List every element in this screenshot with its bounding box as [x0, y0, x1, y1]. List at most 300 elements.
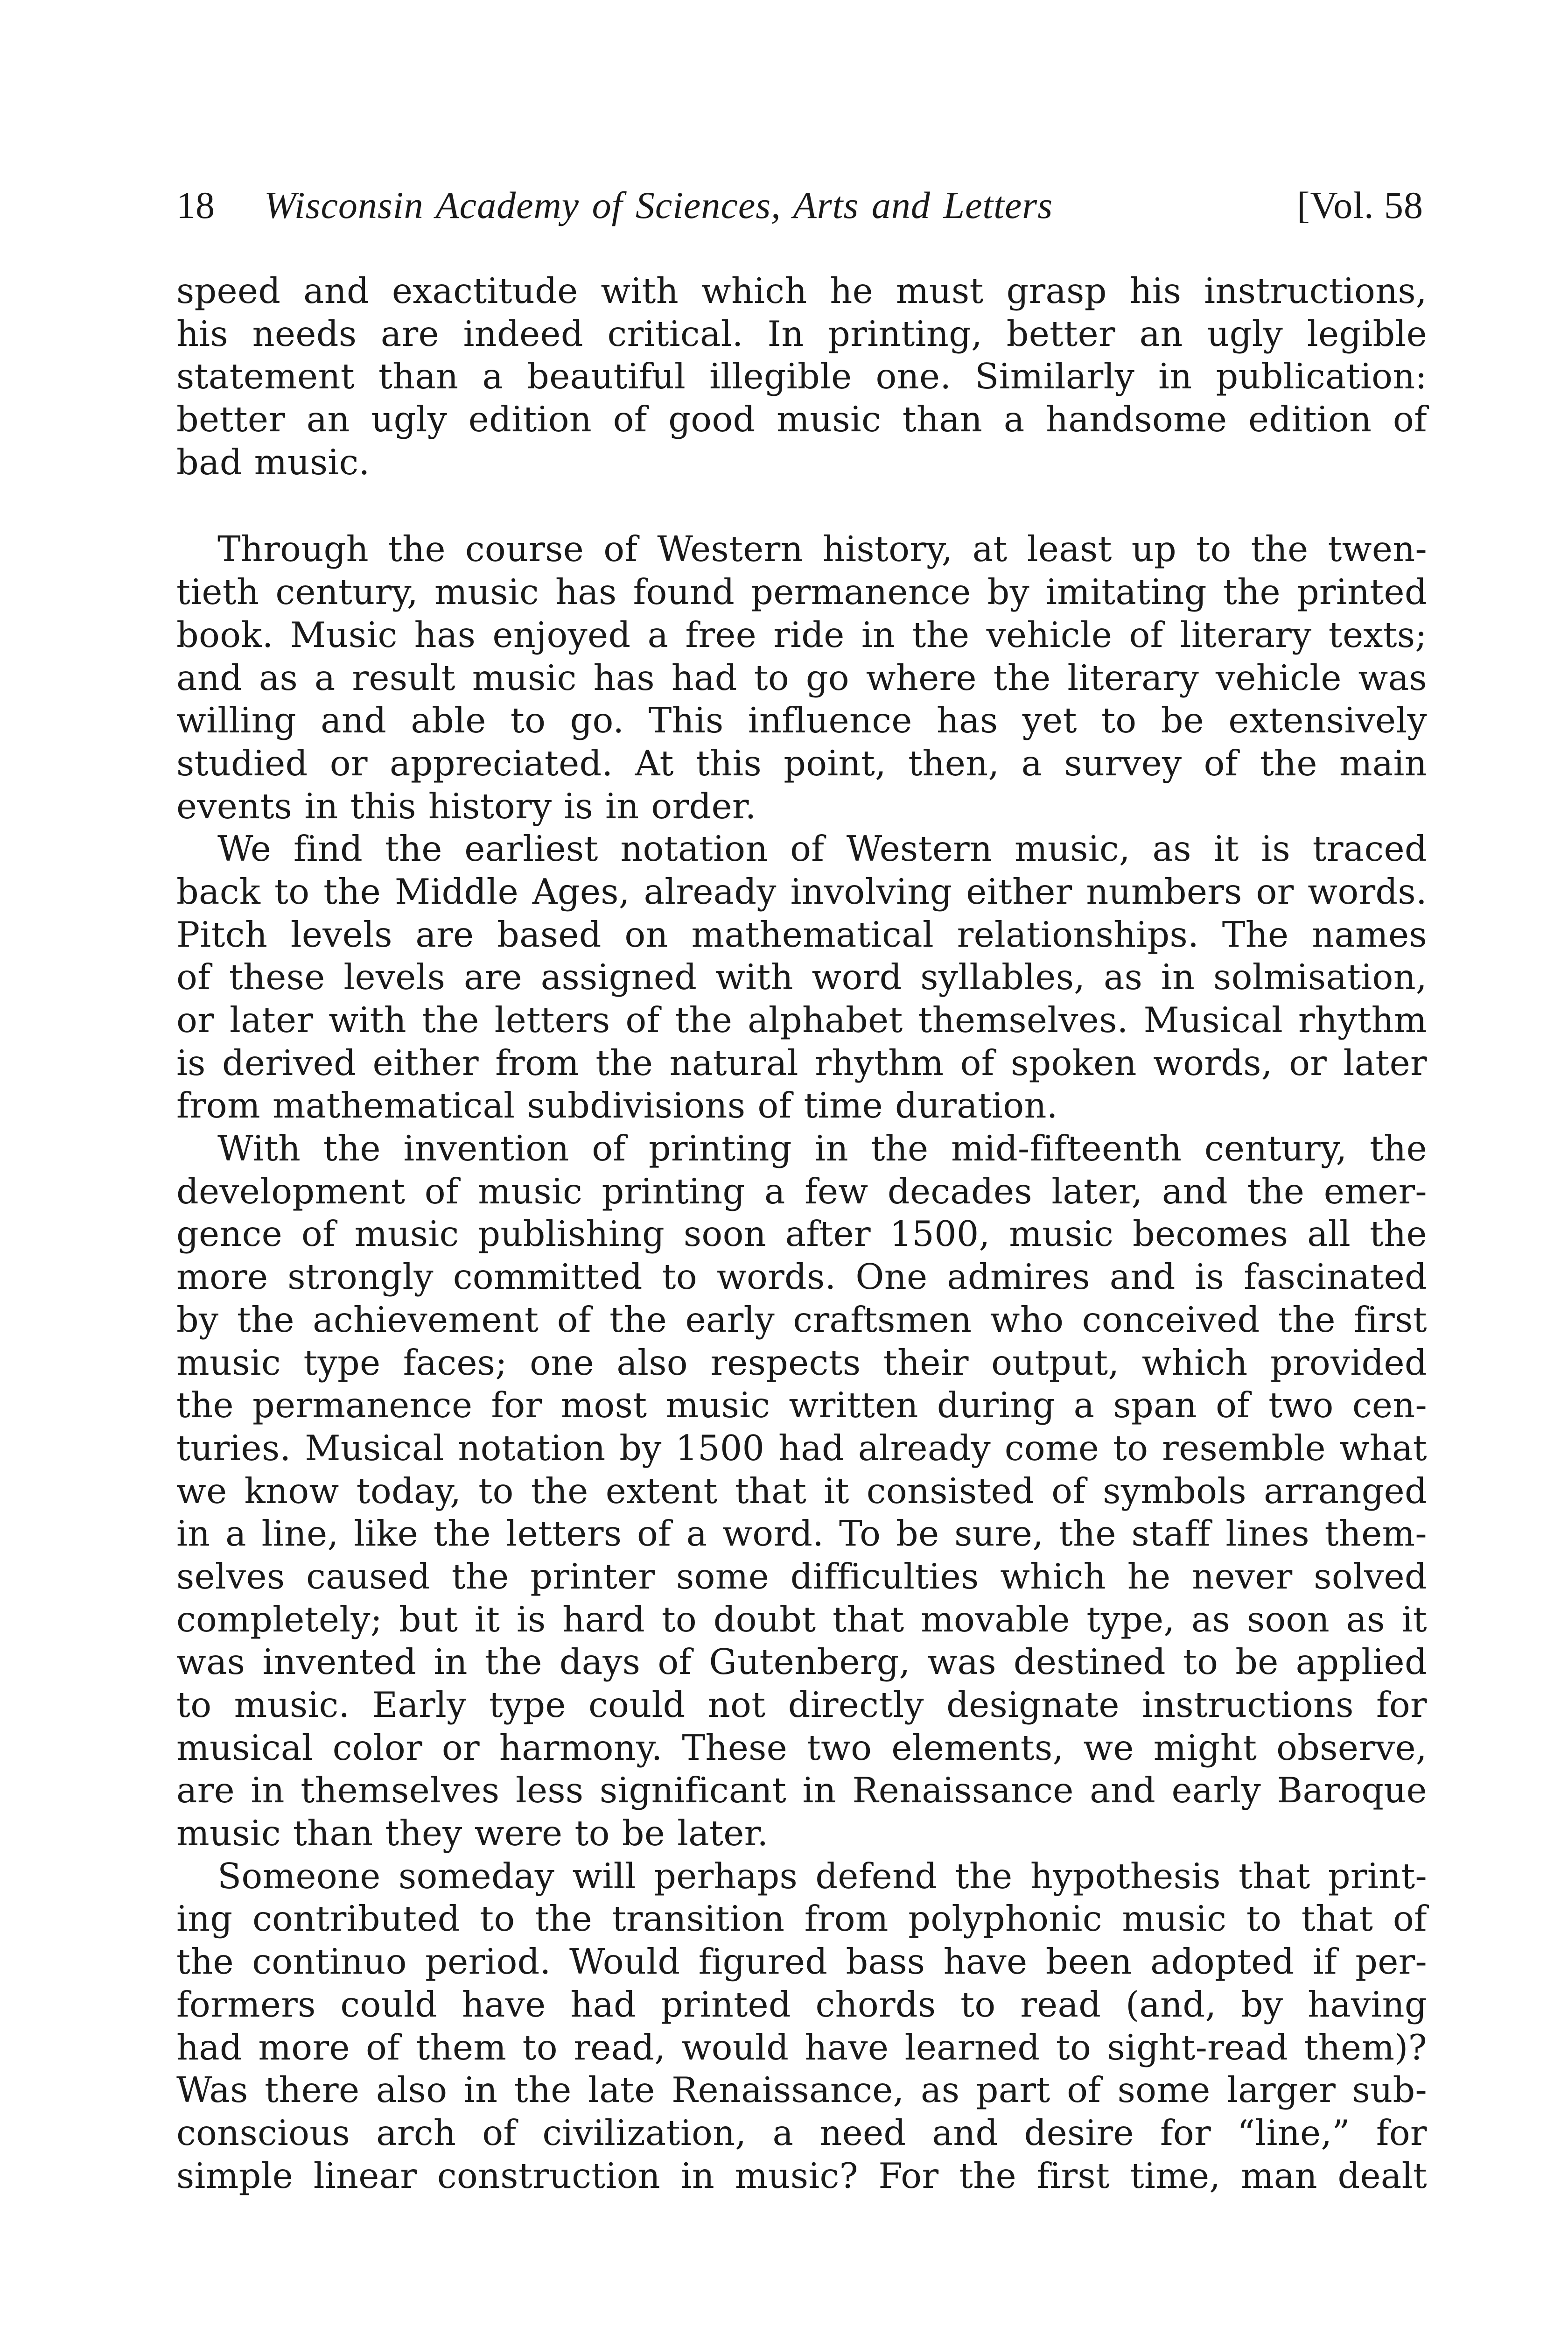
- word: at: [972, 529, 1008, 570]
- word: studied: [176, 743, 308, 784]
- word: the: [1370, 1128, 1427, 1169]
- word: more: [176, 1257, 268, 1298]
- word: which: [701, 271, 807, 311]
- word: back: [176, 871, 261, 912]
- word: relationships.: [957, 914, 1199, 955]
- word: hard: [562, 1599, 645, 1640]
- word: of: [1204, 743, 1238, 784]
- word: later: [229, 1000, 314, 1040]
- word: read: [1020, 1984, 1101, 2025]
- word: music: [1122, 1898, 1227, 1940]
- text-line: [176, 2026, 1427, 2069]
- word: printing: [648, 1128, 792, 1169]
- word: for: [1160, 2112, 1211, 2153]
- word: For: [878, 2155, 939, 2196]
- word: the: [959, 2155, 1016, 2196]
- word: the: [993, 657, 1051, 698]
- word: respects: [710, 1342, 861, 1383]
- text-line: [176, 313, 1427, 356]
- word: music.: [234, 1685, 350, 1725]
- word: influence: [748, 700, 912, 741]
- word: a: [647, 614, 669, 655]
- word: appreciated.: [390, 743, 613, 784]
- word: of: [301, 1214, 336, 1255]
- paragraph-2: [176, 528, 1427, 828]
- word: vehicle: [1216, 657, 1342, 698]
- word: word.: [722, 1513, 824, 1554]
- word: a: [225, 1513, 246, 1554]
- word: them)?: [1304, 2027, 1427, 2068]
- word: had: [570, 1984, 637, 2025]
- text-line: [176, 1555, 1427, 1598]
- word: be: [1235, 1642, 1279, 1683]
- word: elements,: [891, 1727, 1064, 1768]
- word: them: [416, 2027, 507, 2068]
- word: Western: [846, 829, 993, 870]
- journal-title: Wisconsin Academy of Sciences, Arts and Letters: [264, 184, 1053, 226]
- word: music,: [1014, 829, 1130, 870]
- word: ugly: [1207, 313, 1283, 354]
- word: than: [378, 356, 459, 397]
- word: go: [805, 657, 849, 698]
- text-line: [176, 914, 1427, 956]
- word: as: [1191, 1599, 1231, 1640]
- word: of: [592, 1128, 626, 1169]
- word: a: [686, 1513, 707, 1554]
- word: instructions: [1142, 1685, 1354, 1725]
- text-line: [176, 2112, 1427, 2155]
- word: must: [896, 271, 984, 311]
- word: and: [1162, 1171, 1228, 1212]
- text-line: [176, 657, 1427, 700]
- word: words.: [716, 1257, 836, 1298]
- page-number: 18: [176, 184, 215, 226]
- word: to: [754, 657, 789, 698]
- word: and: [1090, 1770, 1156, 1811]
- word: music: [665, 1385, 770, 1426]
- word: all: [1307, 1214, 1351, 1255]
- word: the: [609, 1299, 667, 1340]
- text-line: [176, 1042, 1427, 1085]
- word: twen-: [1328, 529, 1427, 570]
- word: completely;: [176, 1599, 383, 1640]
- word: of: [637, 1513, 672, 1554]
- word: need: [819, 2112, 906, 2153]
- text-line: [176, 1299, 1427, 1342]
- word: solmisation,: [1213, 957, 1427, 998]
- word: on: [624, 914, 668, 955]
- text-line: [176, 1427, 1427, 1470]
- word: some: [676, 1556, 770, 1597]
- word: where: [866, 657, 977, 698]
- word: after: [785, 1214, 871, 1255]
- word: as: [1346, 1599, 1385, 1640]
- word: there: [265, 2070, 360, 2111]
- word: the: [451, 1556, 509, 1597]
- word: by: [619, 1427, 662, 1469]
- word: late: [588, 2070, 655, 2111]
- word: permanence: [751, 572, 971, 613]
- word: derived: [222, 1042, 357, 1083]
- word: that: [1301, 1898, 1373, 1940]
- word: from: [804, 1898, 889, 1940]
- word: names: [1312, 914, 1427, 955]
- text-line: [176, 1213, 1427, 1256]
- text-line: [176, 614, 1427, 657]
- word: traced: [1312, 829, 1427, 870]
- word: Renaissance: [852, 1770, 1074, 1811]
- word: music: [777, 399, 882, 440]
- word: some: [1117, 2070, 1211, 2111]
- word: arch: [376, 2112, 456, 2153]
- word: also: [616, 1342, 688, 1383]
- word: be: [896, 1513, 939, 1554]
- word: per-: [1355, 1941, 1427, 1982]
- word: With: [217, 1128, 301, 1169]
- word: be: [1161, 700, 1204, 741]
- word: written: [789, 1385, 918, 1426]
- word: larger: [1227, 2070, 1336, 2111]
- word: in: [680, 2155, 715, 2196]
- word: able: [411, 700, 486, 741]
- word: free: [685, 614, 757, 655]
- word: of: [960, 1042, 994, 1083]
- word: emer-: [1323, 1171, 1427, 1212]
- text-line: [176, 1898, 1427, 1940]
- word: Ages,: [532, 871, 630, 912]
- word: print-: [1328, 1856, 1427, 1897]
- word: are: [463, 957, 523, 998]
- word: them-: [1324, 1513, 1427, 1554]
- word: Middle: [394, 871, 519, 912]
- word: soon: [683, 1214, 767, 1255]
- word: word: [812, 957, 902, 998]
- word: printing,: [828, 313, 983, 354]
- word: words.: [1308, 871, 1427, 912]
- word: to: [480, 1898, 515, 1940]
- text-line: [176, 871, 1427, 914]
- word: good: [668, 399, 756, 440]
- word: color: [332, 1727, 422, 1768]
- word: simple: [176, 2155, 294, 2196]
- word: by: [1241, 1984, 1283, 2025]
- word: which: [1000, 1556, 1106, 1597]
- word: up: [1131, 529, 1177, 570]
- word: sure,: [954, 1513, 1044, 1554]
- word: movable: [921, 1599, 1070, 1640]
- word: the: [484, 1642, 542, 1683]
- word: type: [489, 1685, 566, 1725]
- word: a: [772, 2112, 794, 2153]
- word: resemble: [1162, 1427, 1326, 1469]
- word: In: [767, 313, 804, 354]
- word: we: [176, 1470, 227, 1511]
- word: has: [936, 700, 998, 741]
- word: music: [478, 1171, 583, 1212]
- word: spoken: [1011, 1042, 1137, 1083]
- word: two: [806, 1727, 872, 1768]
- word: imitating: [1046, 572, 1207, 613]
- word: exactitude: [392, 271, 578, 311]
- article-body: [176, 270, 1427, 2197]
- word: grasp: [1006, 271, 1107, 311]
- word: of: [658, 1642, 692, 1683]
- word: know: [244, 1470, 339, 1511]
- word: the: [433, 1513, 491, 1554]
- word: read,: [574, 2027, 666, 2068]
- text-line: [176, 699, 1427, 742]
- word: the: [1247, 1171, 1305, 1212]
- word: more: [258, 2027, 350, 2068]
- word: yet: [1022, 700, 1077, 741]
- word: find: [293, 829, 363, 870]
- text-line: [176, 742, 1427, 785]
- word: someday: [398, 1856, 555, 1897]
- word: book.: [176, 614, 273, 655]
- word: the: [1223, 572, 1281, 613]
- word: in: [1158, 356, 1192, 397]
- word: could: [340, 1984, 437, 2025]
- word: words,: [1153, 1042, 1273, 1083]
- word: either: [966, 871, 1072, 912]
- word: the: [421, 1000, 479, 1040]
- word: is: [516, 1599, 546, 1640]
- word: this: [695, 743, 762, 784]
- word: Pitch: [176, 914, 268, 955]
- word: speed: [176, 271, 281, 311]
- text-line: [176, 2069, 1427, 2112]
- text-line: [176, 1769, 1427, 1812]
- word: is: [1195, 1257, 1225, 1298]
- word: already: [858, 1427, 991, 1469]
- word: earliest: [464, 829, 598, 870]
- word: invented: [262, 1642, 417, 1683]
- word: is: [176, 1042, 206, 1083]
- word: their: [883, 1342, 969, 1383]
- word: themselves: [301, 1770, 500, 1811]
- word: least: [1027, 529, 1112, 570]
- word: printing: [602, 1171, 745, 1212]
- text-line: [176, 398, 1427, 441]
- word: in: [1161, 957, 1195, 998]
- word: century,: [1204, 1128, 1347, 1169]
- word: as: [921, 2070, 960, 2111]
- word: observe,: [1276, 1727, 1427, 1768]
- word: letters: [506, 1513, 622, 1554]
- text-line: [176, 355, 1427, 398]
- word: formers: [176, 1984, 316, 2025]
- word: have: [805, 2027, 889, 2068]
- word: of: [790, 829, 825, 870]
- text-line: [176, 270, 1427, 313]
- word: One: [855, 1257, 928, 1298]
- word: in: [802, 1770, 836, 1811]
- word: of: [603, 529, 638, 570]
- word: chords: [815, 1984, 936, 2025]
- word: edition: [1248, 399, 1372, 440]
- word: today,: [356, 1470, 462, 1511]
- word: it: [474, 1599, 500, 1640]
- word: the: [871, 1128, 929, 1169]
- word: could: [588, 1685, 686, 1725]
- word: natural: [669, 1042, 798, 1083]
- word: becomes: [1132, 1214, 1288, 1255]
- word: to: [478, 1470, 514, 1511]
- text-line: [176, 1384, 1427, 1427]
- text-line: [176, 528, 1427, 571]
- word: century,: [275, 572, 418, 613]
- word: tieth: [176, 572, 259, 613]
- word: with: [601, 271, 679, 311]
- word: had: [176, 2027, 242, 2068]
- word: with: [715, 957, 793, 998]
- word: main: [1339, 743, 1427, 784]
- word: Western: [657, 529, 803, 570]
- word: continuo: [252, 1941, 407, 1982]
- paragraph-gap: [176, 484, 1427, 528]
- word: later: [1343, 1042, 1427, 1083]
- word: to: [510, 700, 546, 741]
- word: to: [522, 2027, 558, 2068]
- text-line: bad music.: [176, 442, 370, 483]
- word: Gutenberg,: [709, 1642, 910, 1683]
- word: designate: [946, 1685, 1120, 1725]
- word: of: [424, 1171, 459, 1212]
- text-line: [176, 1727, 1427, 1770]
- word: span: [1113, 1385, 1197, 1426]
- word: the: [1058, 1513, 1116, 1554]
- word: music: [176, 1342, 281, 1383]
- word: Through: [217, 529, 369, 570]
- word: having: [1308, 1984, 1427, 2025]
- word: an: [1139, 313, 1183, 354]
- word: statement: [176, 356, 355, 397]
- paragraph-1: [176, 270, 1427, 484]
- word: or: [1289, 1042, 1327, 1083]
- word: Someone: [217, 1856, 381, 1897]
- word: might: [1153, 1727, 1257, 1768]
- word: and: [1109, 1257, 1176, 1298]
- word: involving: [790, 871, 952, 912]
- word: of: [1216, 1385, 1250, 1426]
- word: themselves.: [918, 1000, 1128, 1040]
- word: of: [625, 1000, 660, 1040]
- word: for: [1376, 1685, 1427, 1725]
- word: is: [1261, 829, 1291, 870]
- word: by: [987, 572, 1030, 613]
- word: in: [861, 614, 896, 655]
- word: publication:: [1216, 356, 1427, 397]
- word: his: [1129, 271, 1182, 311]
- word: sight-read: [1107, 2027, 1288, 2068]
- word: two: [1268, 1385, 1334, 1426]
- word: enjoyed: [492, 614, 631, 655]
- word: and: [932, 2112, 998, 2153]
- word: music: [354, 1214, 459, 1255]
- word: then,: [908, 743, 1000, 784]
- word: in: [434, 1642, 468, 1683]
- word: of: [1129, 614, 1163, 655]
- word: Musical: [1143, 1000, 1283, 1040]
- text-line: [176, 828, 1427, 871]
- word: from: [495, 1042, 580, 1083]
- word: (and,: [1125, 1984, 1217, 2025]
- word: in: [463, 2070, 498, 2111]
- word: as: [1103, 957, 1143, 998]
- word: or: [176, 1000, 215, 1040]
- word: fascinated: [1244, 1257, 1427, 1298]
- word: one.: [875, 356, 952, 397]
- word: The: [1222, 914, 1289, 955]
- word: as: [259, 657, 298, 698]
- word: mathematical: [691, 914, 934, 955]
- word: At: [635, 743, 674, 784]
- word: in: [176, 1513, 210, 1554]
- word: and: [303, 271, 370, 311]
- word: history,: [822, 529, 953, 570]
- word: he: [830, 271, 874, 311]
- word: dealt: [1337, 2155, 1427, 2196]
- word: based: [497, 914, 602, 955]
- word: beautiful: [527, 356, 686, 397]
- word: literary: [1067, 657, 1199, 698]
- word: has: [593, 657, 655, 698]
- word: music: [1009, 1214, 1114, 1255]
- word: for: [1376, 2112, 1427, 2153]
- text-line: from mathematical subdivisions of time duration.: [176, 1085, 1058, 1126]
- word: will: [572, 1856, 636, 1897]
- word: to: [1113, 1427, 1148, 1469]
- word: handsome: [1046, 399, 1227, 440]
- word: result: [352, 657, 455, 698]
- word: the: [237, 1299, 294, 1340]
- word: defend: [815, 1856, 938, 1897]
- word: construction: [437, 2155, 661, 2196]
- word: these: [229, 957, 325, 998]
- word: to: [1196, 529, 1232, 570]
- word: was: [176, 1642, 245, 1683]
- word: music: [472, 657, 577, 698]
- word: would: [681, 2027, 789, 2068]
- word: of: [366, 2027, 400, 2068]
- word: arranged: [1264, 1470, 1427, 1511]
- word: a: [1021, 743, 1043, 784]
- text-line: [176, 1256, 1427, 1299]
- word: assigned: [540, 957, 697, 998]
- word: already: [644, 871, 777, 912]
- word: line,: [261, 1513, 339, 1554]
- text-line: music than they were to be later.: [176, 1813, 769, 1854]
- word: legible: [1307, 313, 1427, 354]
- word: numbers: [1086, 871, 1242, 912]
- word: notation: [620, 829, 768, 870]
- word: 1500,: [889, 1214, 990, 1255]
- word: have: [462, 1984, 546, 2025]
- word: the: [388, 529, 446, 570]
- word: Baroque: [1277, 1770, 1427, 1811]
- word: notation: [458, 1427, 606, 1469]
- word: to: [176, 1685, 212, 1725]
- word: output,: [991, 1342, 1120, 1383]
- word: to: [1101, 700, 1137, 741]
- word: the: [675, 1000, 733, 1040]
- word: and: [176, 657, 242, 698]
- word: has: [555, 572, 617, 613]
- word: we: [1083, 1727, 1134, 1768]
- word: printed: [1296, 572, 1427, 613]
- word: perhaps: [654, 1856, 798, 1897]
- volume-label: [Vol. 58: [1297, 184, 1423, 226]
